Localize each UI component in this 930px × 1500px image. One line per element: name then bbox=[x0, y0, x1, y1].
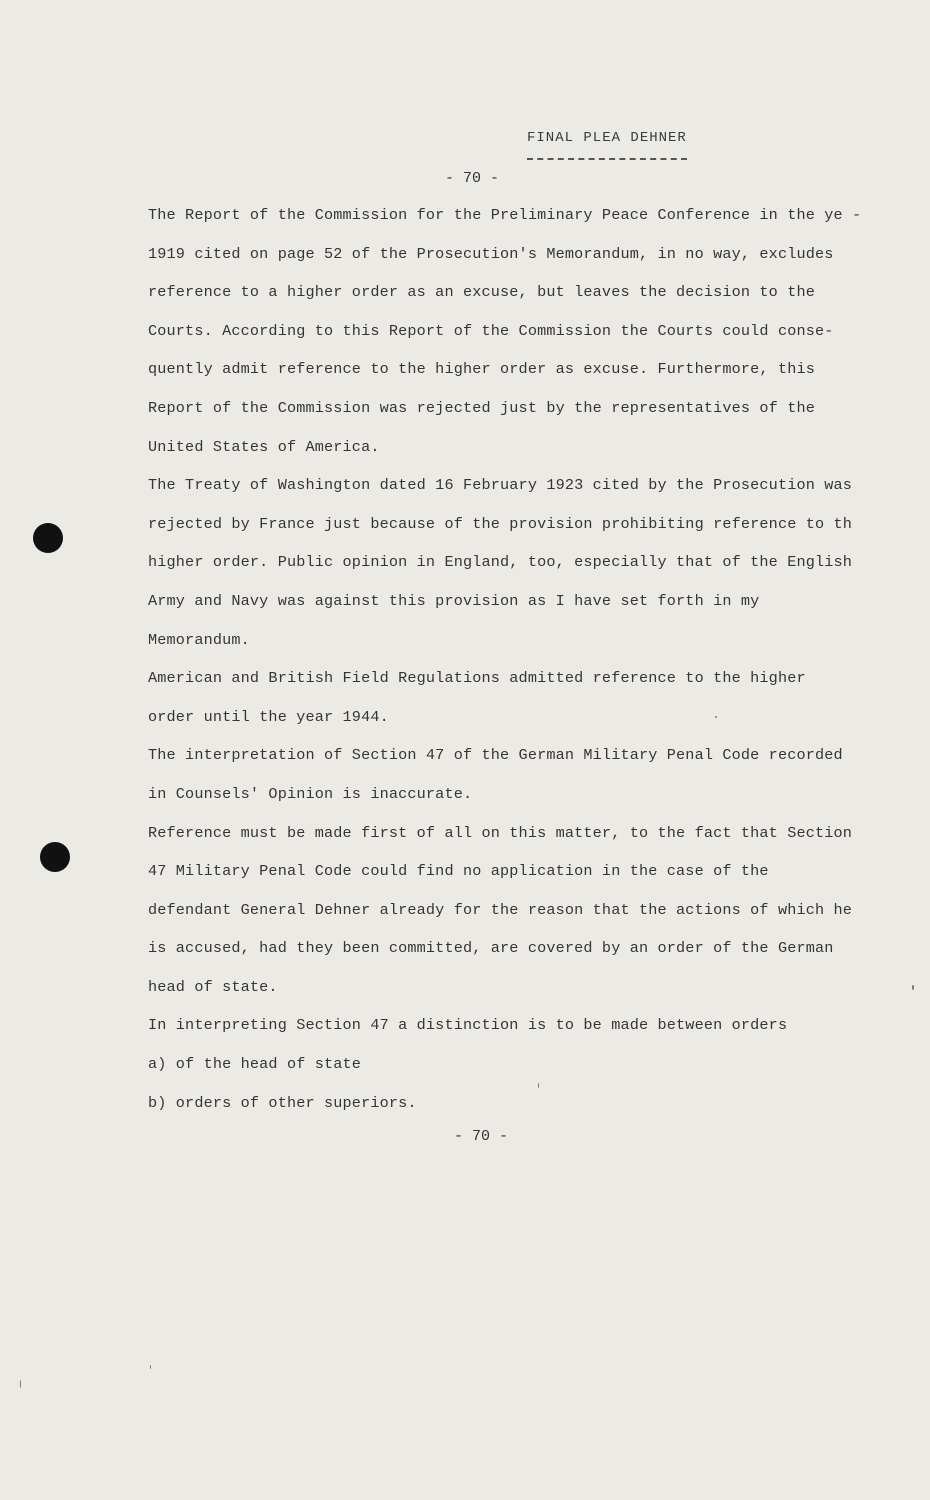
text-line: order until the year 1944. bbox=[148, 707, 389, 726]
paper-speck bbox=[912, 985, 914, 990]
text-line: Report of the Commission was rejected just by the representatives of the bbox=[148, 398, 816, 417]
text-line: in Counsels' Opinion is inaccurate. bbox=[148, 784, 473, 803]
text-line: Memorandum. bbox=[148, 630, 250, 649]
document-header-title: FINAL PLEA DEHNER bbox=[527, 130, 687, 146]
text-line: higher order. Public opinion in England, too, especially that of the English bbox=[148, 553, 853, 572]
text-line: Courts. According to this Report of the Commission the Courts could conse- bbox=[148, 321, 834, 340]
paper-speck bbox=[150, 1365, 151, 1369]
punch-hole-top bbox=[33, 523, 63, 553]
text-line: The Treaty of Washington dated 16 February 1923 cited by the Prosecution was bbox=[148, 476, 853, 495]
header-underline bbox=[527, 158, 687, 160]
text-line: rejected by France just because of the provision prohibiting reference to th bbox=[148, 514, 853, 533]
paper-speck bbox=[538, 1083, 539, 1088]
paper-speck bbox=[715, 716, 717, 718]
text-line: b) orders of other superiors. bbox=[148, 1093, 417, 1112]
text-line: Reference must be made first of all on this matter, to the fact that Section bbox=[148, 823, 853, 842]
text-line: reference to a higher order as an excuse, but leaves the decision to the bbox=[148, 283, 816, 302]
text-line: In interpreting Section 47 a distinction is to be made between orders bbox=[148, 1016, 788, 1035]
paper-speck bbox=[20, 1380, 21, 1388]
document-body bbox=[148, 196, 888, 1122]
text-line: head of state. bbox=[148, 977, 278, 996]
punch-hole-bottom bbox=[40, 842, 70, 872]
text-line: United States of America. bbox=[148, 437, 380, 456]
text-line: Army and Navy was against this provision as I have set forth in my bbox=[148, 591, 760, 610]
text-line: defendant General Dehner already for the reason that the actions of which he bbox=[148, 900, 853, 919]
page-number-bottom: - 70 - bbox=[454, 1128, 509, 1145]
text-line: American and British Field Regulations admitted reference to the higher bbox=[148, 669, 806, 688]
text-line: 47 Military Penal Code could find no application in the case of the bbox=[148, 862, 769, 881]
text-line: The Report of the Commission for the Preliminary Peace Conference in the ye - bbox=[148, 206, 862, 224]
text-line: The interpretation of Section 47 of the German Military Penal Code recorded bbox=[148, 746, 843, 765]
text-line: is accused, had they been committed, are covered by an order of the German bbox=[148, 939, 834, 958]
text-line: quently admit reference to the higher order as excuse. Furthermore, this bbox=[148, 360, 816, 379]
text-line: a) of the head of state bbox=[148, 1055, 362, 1074]
text-line: 1919 cited on page 52 of the Prosecution's Memorandum, in no way, excludes bbox=[148, 244, 834, 263]
page-number-top: - 70 - bbox=[445, 170, 500, 187]
